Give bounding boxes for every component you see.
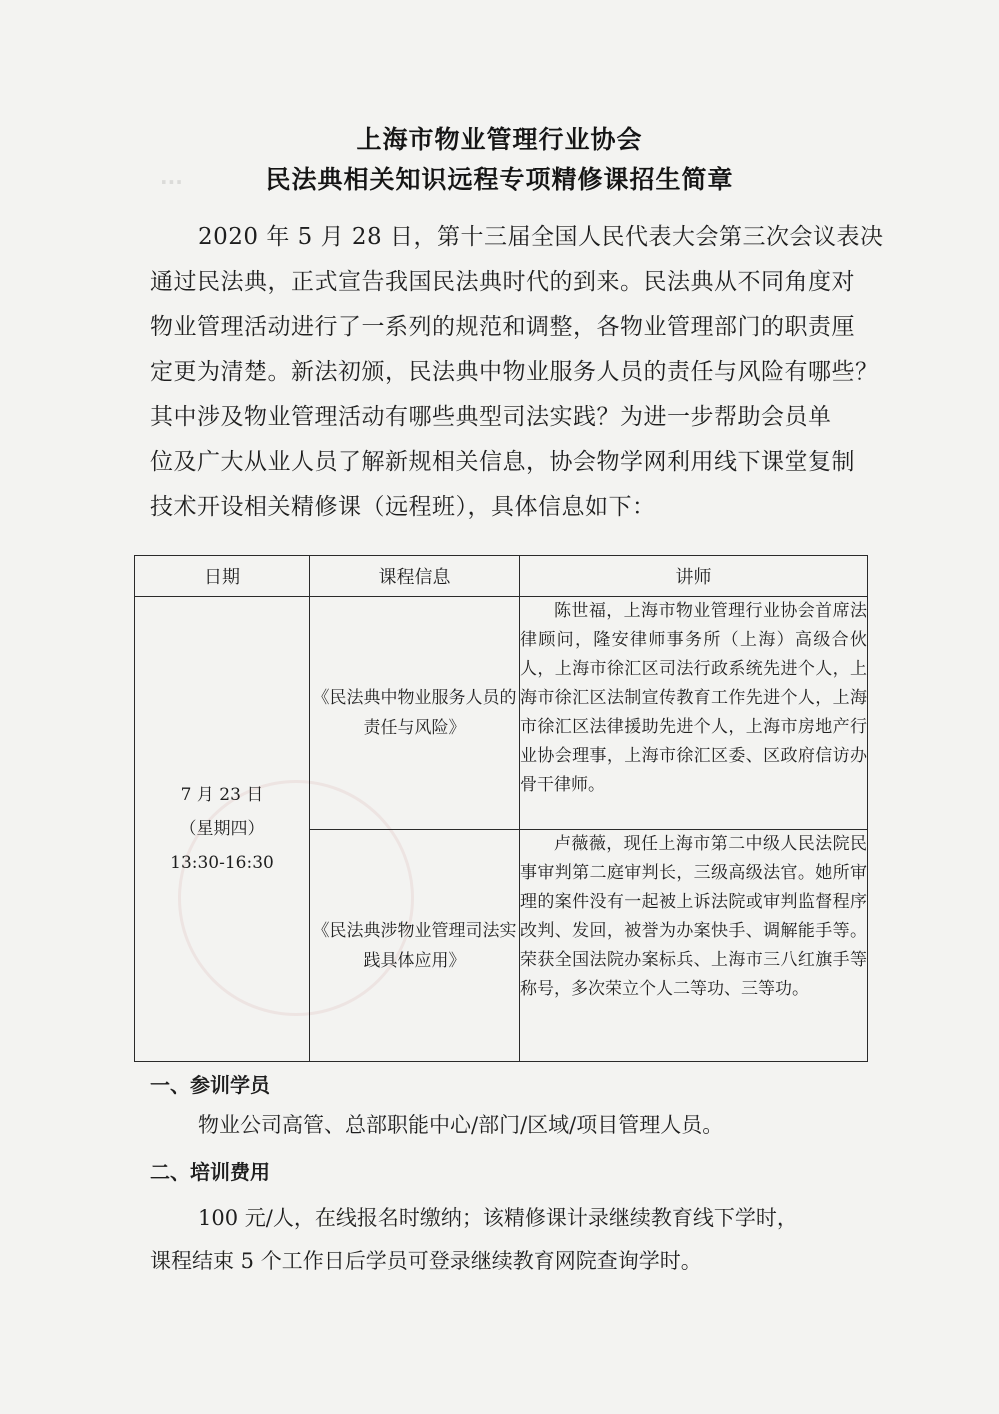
fees-line-1: 100 元/人，在线报名时缴纳；该精修课计录继续教育线下学时， (198, 1206, 798, 1230)
intro-line-4: 定更为清楚。新法初颁，民法典中物业服务人员的责任与风险有哪些？ (150, 359, 879, 385)
lecturer-bio: 卢薇薇，现任上海市第二中级人民法院民事审判第二庭审判长，三级高级法官。她所审理的案件没有一起被上诉法院或审判监督程序改判、发回，被誉为办案快手、调解能手等。荣获全国法院办案标兵、上海市三八红旗手等称号，多次荣立个人二等功、三等功。 (520, 834, 867, 999)
course-cell: 《民法典中物业服务人员的责任与风险》 (310, 597, 520, 830)
header-lecturer: 讲师 (520, 556, 868, 597)
intro-line-3: 物业管理活动进行了一系列的规范和调整，各物业管理部门的职责厘 (150, 314, 855, 340)
section-heading-fees: 二、培训费用 (150, 1160, 270, 1184)
lecturer-cell (520, 830, 868, 1062)
document-title-line2: 民法典相关知识远程专项精修课招生简章 (265, 165, 734, 194)
date-cell (135, 597, 310, 1062)
course-cell: 《民法典涉物业管理司法实践具体应用》 (310, 830, 520, 1062)
header-date: 日期 (135, 556, 310, 597)
intro-line-2: 通过民法典，正式宣告我国民法典时代的到来。民法典从不同角度对 (150, 269, 855, 295)
bleed-through-mark: ··· (160, 170, 183, 194)
section-heading-participants: 一、参训学员 (150, 1073, 270, 1097)
document-title-line1: 上海市物业管理行业协会 (356, 125, 643, 154)
fees-line-2: 课程结束 5 个工作日后学员可登录继续教育网院查询学时。 (150, 1249, 702, 1273)
table-row (135, 597, 868, 830)
session-day: 7 月 23 日 (180, 785, 264, 805)
participants-text: 物业公司高管、总部职能中心/部门/区域/项目管理人员。 (198, 1113, 724, 1137)
intro-line-1: 2020 年 5 月 28 日，第十三届全国人民代表大会第三次会议表决 (198, 224, 884, 250)
intro-line-6: 位及广大从业人员了解新规相关信息，协会物学网利用线下课堂复制 (150, 449, 855, 475)
intro-line-5: 其中涉及物业管理活动有哪些典型司法实践？为进一步帮助会员单 (150, 404, 832, 430)
session-weekday: （星期四） (179, 819, 265, 839)
lecturer-cell (520, 597, 868, 830)
table-header-row (135, 556, 868, 597)
lecturer-bio: 陈世福，上海市物业管理行业协会首席法律顾问，隆安律师事务所（上海）高级合伙人，上海市徐汇区司法行政系统先进个人，上海市徐汇区法制宣传教育工作先进个人，上海市徐汇区法律援助先进个人，上海市房地产行业协会理事，上海市徐汇区委、区政府信访办骨干律师。 (520, 601, 867, 795)
header-course: 课程信息 (310, 556, 520, 597)
intro-line-7: 技术开设相关精修课（远程班），具体信息如下： (150, 494, 656, 520)
course-schedule-table (134, 555, 868, 1062)
session-time: 13:30-16:30 (170, 853, 274, 873)
